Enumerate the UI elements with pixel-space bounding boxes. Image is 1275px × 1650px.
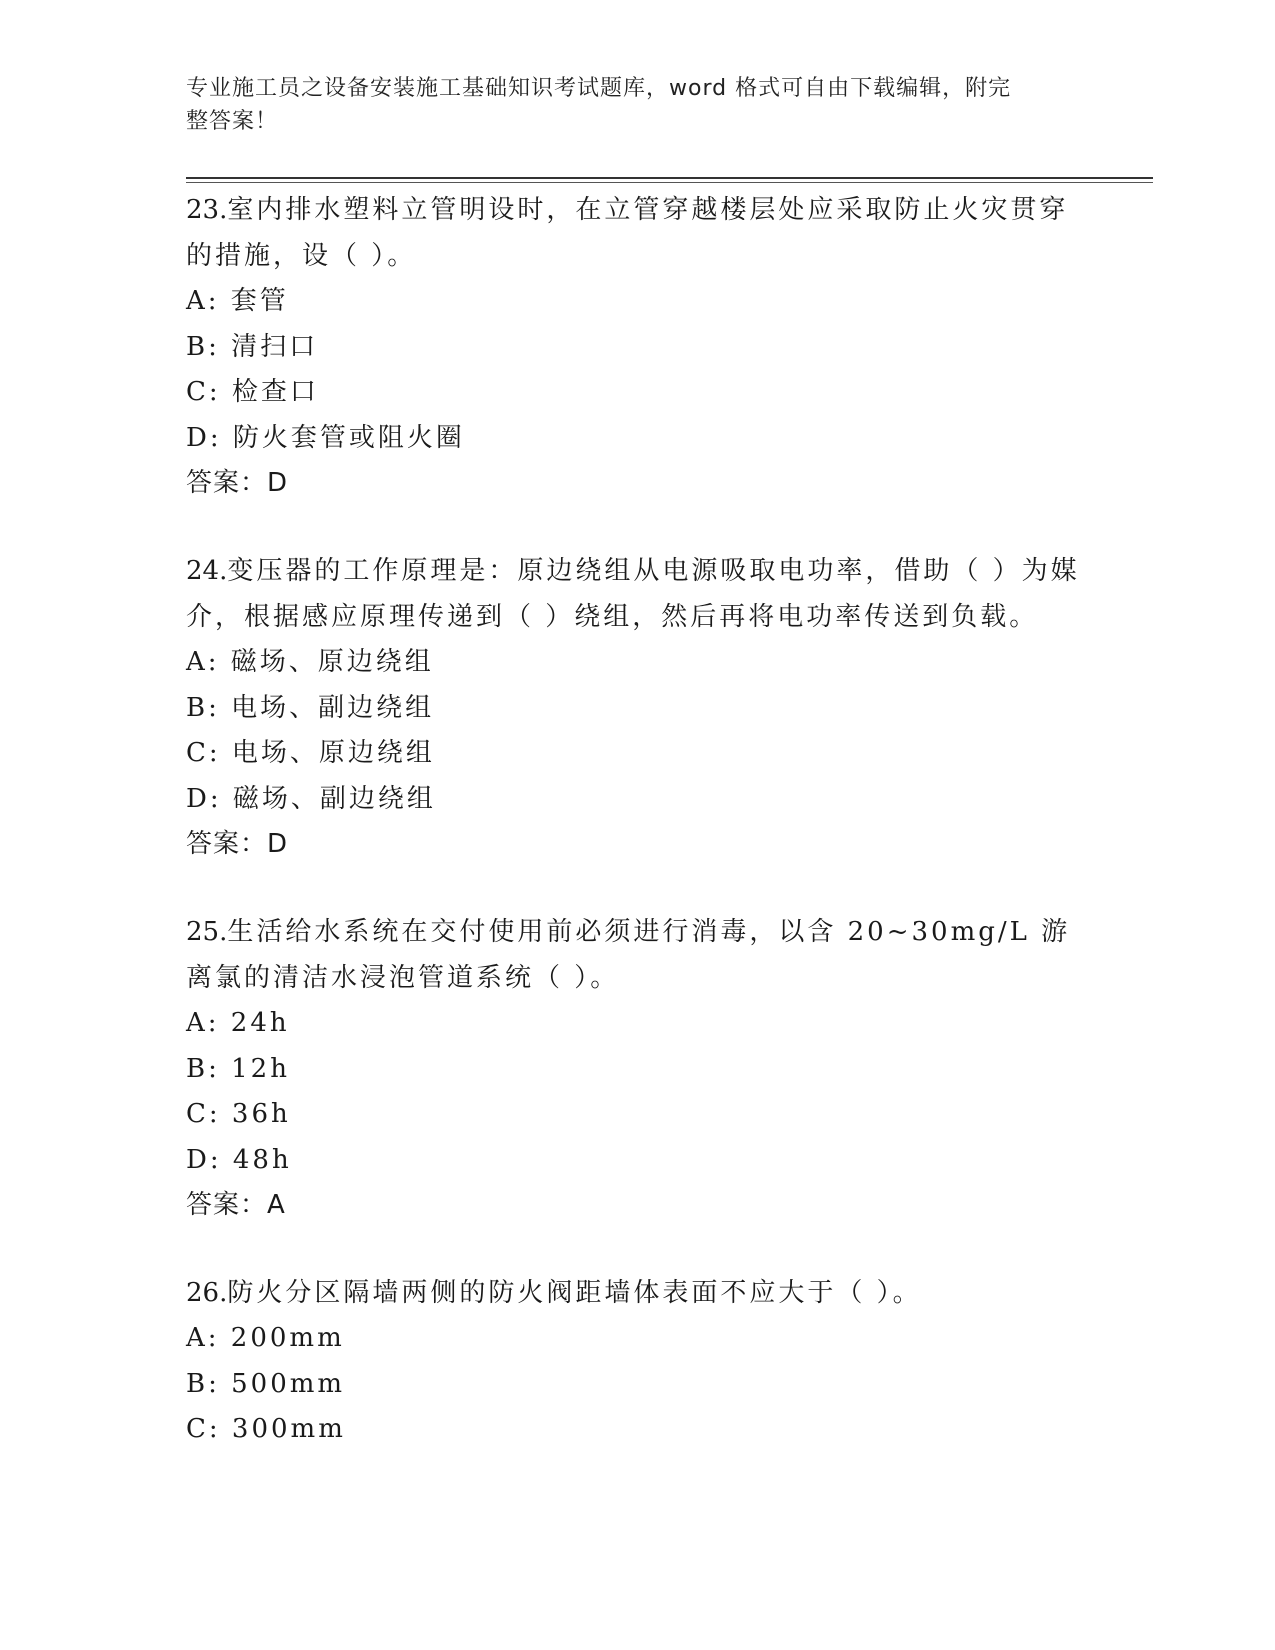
question-text: 防火分区隔墙两侧的防火阀距墙体表面不应大于（ ）。 [227, 1278, 922, 1308]
question-25 [186, 909, 1086, 1228]
document-header [186, 72, 1066, 138]
question-number: 24. [186, 556, 228, 586]
header-divider-thick [186, 177, 1153, 179]
question-text: 变压器的工作原理是：原边绕组从电源吸取电功率，借助（ ）为媒介，根据感应原理传递到（ ）绕组，然后再将电功率传送到负载。 [186, 556, 1080, 632]
question-stem [186, 909, 1086, 1001]
option-c: C: 电场、原边绕组 [186, 738, 435, 768]
option-b: B: 电场、副边绕组 [186, 692, 435, 723]
header-divider-thin [186, 182, 1153, 183]
option-b: B: 12h [186, 1053, 290, 1084]
option-d: D: 48h [186, 1144, 292, 1175]
question-text: 生活给水系统在交付使用前必须进行消毒，以含 20~30mg/L 游离氯的清洁水浸泡管道系统（ ）。 [186, 917, 1071, 993]
question-number: 26. [186, 1278, 228, 1308]
question-23 [186, 187, 1086, 506]
option-a: A: 24h [186, 1008, 290, 1038]
question-24 [186, 548, 1086, 867]
question-list [186, 187, 1086, 1495]
option-a: A: 200mm [186, 1323, 345, 1353]
option-d: D: 磁场、副边绕组 [186, 783, 436, 814]
question-stem [186, 548, 1086, 640]
question-stem [186, 1270, 1086, 1316]
option-c: C: 36h [186, 1099, 291, 1129]
question-26 [186, 1270, 1086, 1453]
question-number: 23. [186, 195, 228, 225]
question-number: 25. [186, 917, 228, 947]
option-d: D: 防火套管或阻火圈 [186, 422, 465, 453]
option-c: C: 检查口 [186, 377, 319, 407]
header-line-1: 专业施工员之设备安装施工基础知识考试题库，word 格式可自由下载编辑，附完 [186, 76, 1012, 101]
question-stem [186, 187, 1086, 279]
option-a: A: 套管 [186, 286, 289, 316]
answer: 答案：A [186, 1190, 286, 1220]
answer: 答案：D [186, 829, 289, 859]
question-text: 室内排水塑料立管明设时，在立管穿越楼层处应采取防止火灾贯穿的措施，设（ ）。 [186, 195, 1069, 271]
option-c: C: 300mm [186, 1414, 346, 1444]
option-b: B: 500mm [186, 1368, 346, 1399]
option-a: A: 磁场、原边绕组 [186, 647, 434, 677]
option-b: B: 清扫口 [186, 331, 319, 362]
header-line-2: 整答案！ [186, 109, 279, 134]
answer: 答案：D [186, 468, 289, 498]
